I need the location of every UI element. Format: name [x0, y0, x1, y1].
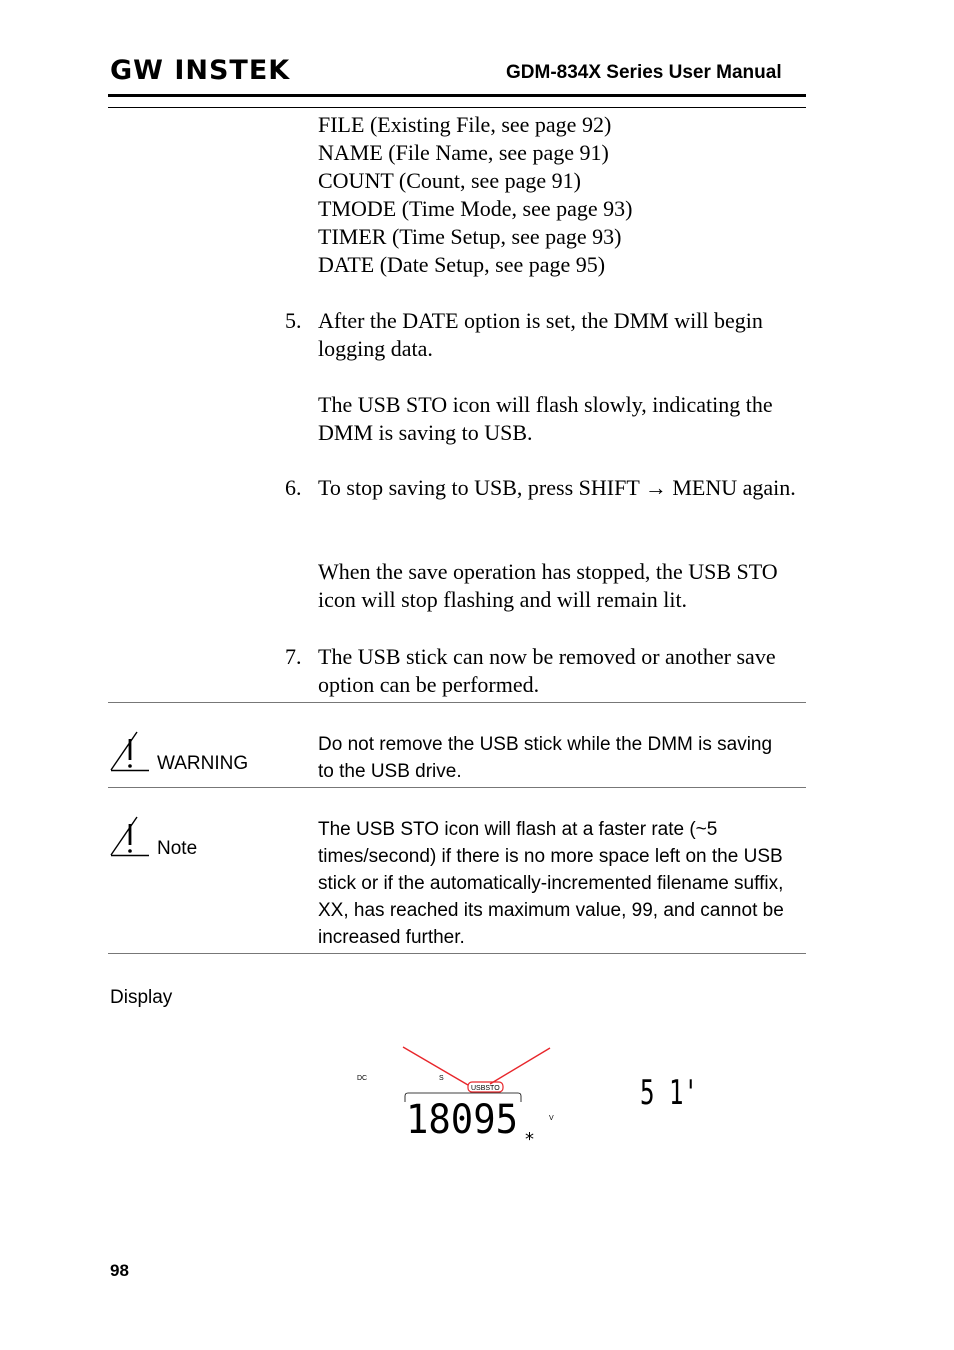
display-label: Display: [110, 987, 173, 1008]
step-6-number: 6.: [285, 475, 302, 500]
note-icon: [109, 815, 149, 857]
manual-title: GDM-834X Series User Manual: [506, 62, 782, 83]
step-7-text: The USB stick can now be removed or another save option can be performed.: [318, 644, 776, 697]
step-5-note: The USB STO icon will flash slowly, indicating the DMM is saving to USB.: [318, 392, 773, 445]
section-rule-2: [108, 787, 806, 788]
section-rule-3: [108, 953, 806, 954]
step-6-note: When the save operation has stopped, the USB STO icon will stop flashing and will remain lit.: [318, 559, 778, 612]
note-label: Note: [157, 838, 198, 859]
option-file: FILE (Existing File, see page 92): [318, 112, 612, 137]
callout-line-right: [490, 1048, 550, 1084]
step-5-number: 5.: [285, 308, 302, 333]
note-text: The USB STO icon will flash at a faster rate (~5 times/second) if there is no more space left on the USB stick or if the automatically-incremented filename suffix, XX, has reached its maximum value, 99, and cannot be increased further.: [318, 819, 784, 948]
option-count: COUNT (Count, see page 91): [318, 168, 581, 193]
option-tmode: TMODE (Time Mode, see page 93): [318, 196, 633, 221]
usbsto-indicator: USBSTO: [471, 1085, 500, 1092]
option-date: DATE (Date Setup, see page 95): [318, 252, 606, 277]
unit-indicator: V: [549, 1115, 554, 1122]
secondary-reading: 5 1': [640, 1073, 698, 1113]
dc-indicator: DC: [357, 1075, 368, 1082]
header-rule-thin: [108, 107, 806, 108]
warning-label: WARNING: [157, 753, 249, 774]
option-name: NAME (File Name, see page 91): [318, 140, 609, 165]
callout-line-left: [403, 1047, 468, 1085]
page-number: 98: [110, 1261, 129, 1280]
option-timer: TIMER (Time Setup, see page 93): [318, 224, 622, 249]
gw-instek-logo: GW INSTEK: [110, 55, 291, 86]
options-list: [318, 111, 798, 279]
warning-icon: [109, 730, 149, 772]
warning-text: Do not remove the USB stick while the DMM is saving to the USB drive.: [318, 734, 773, 782]
header-rule-thick: [108, 94, 806, 97]
lcd-display-figure: [350, 1040, 710, 1150]
s-indicator: S: [439, 1075, 444, 1082]
step-5-text: After the DATE option is set, the DMM will begin logging data.: [318, 308, 763, 361]
step-7-number: 7.: [285, 644, 302, 669]
main-reading: 18095: [406, 1097, 518, 1143]
star-indicator: *: [525, 1129, 534, 1150]
step-6-text: To stop saving to USB, press SHIFT → MENU again.: [318, 475, 796, 500]
section-rule-1: [108, 702, 806, 703]
